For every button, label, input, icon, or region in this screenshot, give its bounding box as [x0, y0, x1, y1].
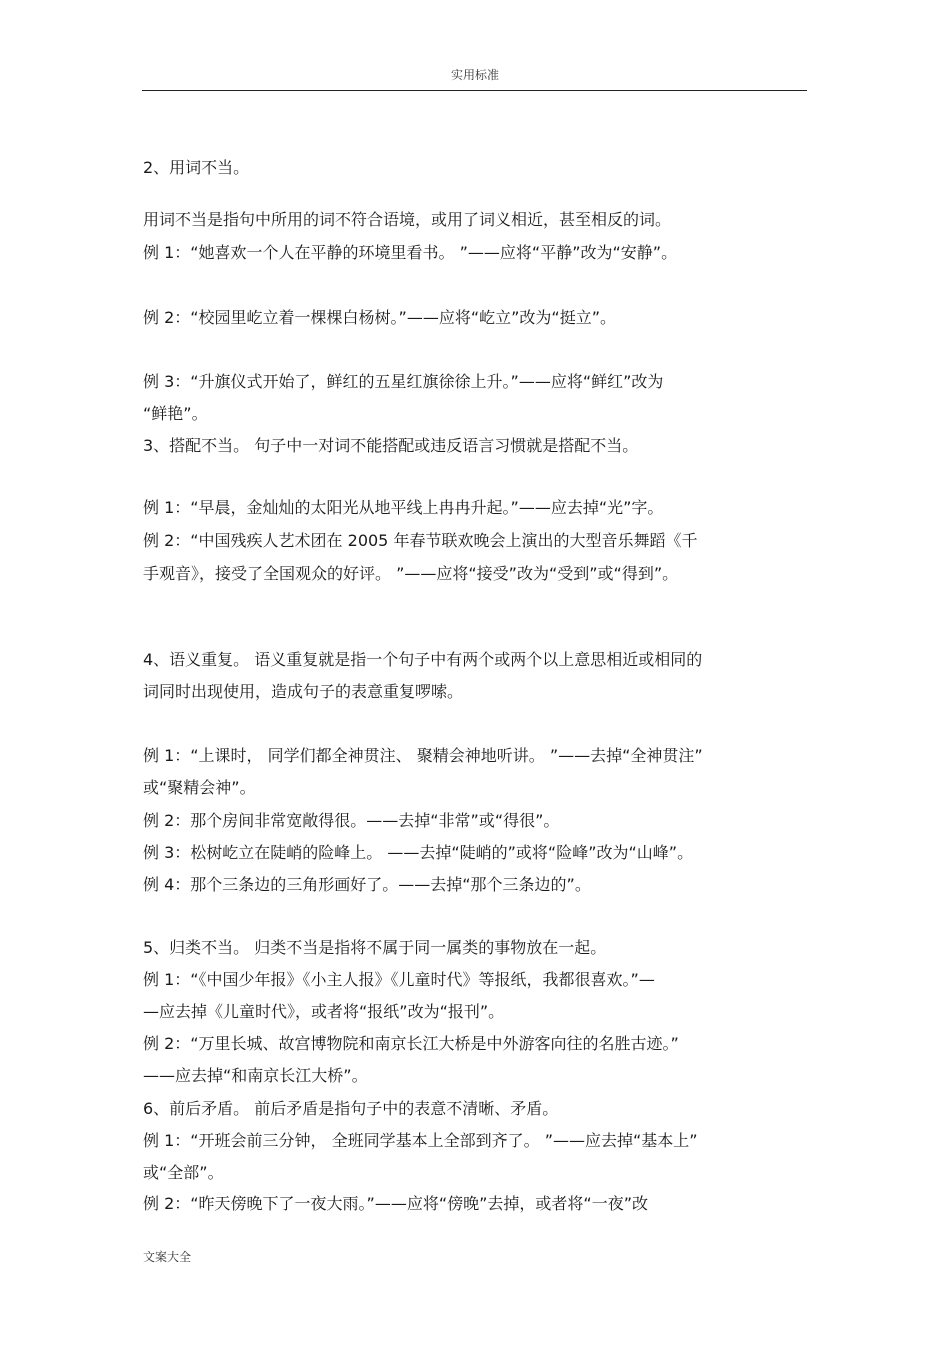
section-heading: 6、前后矛盾。 前后矛盾是指句子中的表意不清晰、矛盾。 — [143, 1099, 559, 1118]
example-line: 例 2：“昨天傍晚下了一夜大雨。”——应将“傍晚”去掉，或者将“一夜”改 — [143, 1194, 649, 1213]
section-heading: 4、语义重复。 语义重复就是指一个句子中有两个或两个以上意思相近或相同的 — [143, 650, 703, 669]
header-divider — [142, 90, 807, 91]
example-line: 例 1：“她喜欢一个人在平静的环境里看书。 ”——应将“平静”改为“安静”。 — [143, 243, 678, 262]
example-line: 或“全部”。 — [143, 1163, 224, 1182]
example-line: 例 2：“中国残疾人艺术团在 2005 年春节联欢晚会上演出的大型音乐舞蹈《千 — [143, 531, 698, 550]
example-line: 例 2：那个房间非常宽敞得很。——去掉“非常”或“得很”。 — [143, 811, 560, 830]
example-line: 手观音》，接受了全国观众的好评。 ”——应将“接受”改为“受到”或“得到”。 — [143, 564, 679, 583]
page-footer-text: 文案大全 — [143, 1250, 192, 1264]
paragraph-line: 词同时出现使用，造成句子的表意重复啰嗦。 — [143, 682, 464, 701]
paragraph-line: 用词不当是指句中所用的词不符合语境，或用了词义相近，甚至相反的词。 — [143, 210, 672, 229]
example-line: 例 1：“上课时， 同学们都全神贯注、 聚精会神地听讲。 ”——去掉“全神贯注” — [143, 746, 703, 765]
example-line: “鲜艳”。 — [143, 404, 208, 423]
example-line: 例 3：“升旗仪式开始了，鲜红的五星红旗徐徐上升。”——应将“鲜红”改为 — [143, 372, 664, 391]
example-line: 例 1：“《中国少年报》《小主人报》《儿童时代》等报纸，我都很喜欢。”— — [143, 970, 655, 989]
page-header-title: 实用标准 — [450, 68, 499, 82]
example-line: 例 4：那个三条边的三角形画好了。——去掉“那个三条边的”。 — [143, 875, 591, 894]
example-line: 例 1：“早晨，金灿灿的太阳光从地平线上冉冉升起。”——应去掉“光”字。 — [143, 498, 664, 517]
example-line: 例 3：松树屹立在陡峭的险峰上。 ——去掉“陡峭的”或将“险峰”改为“山峰”。 — [143, 843, 694, 862]
section-heading: 3、搭配不当。 句子中一对词不能搭配或违反语言习惯就是搭配不当。 — [143, 436, 639, 455]
example-line: 例 2：“校园里屹立着一棵棵白杨树。”——应将“屹立”改为“挺立”。 — [143, 308, 617, 327]
section-heading: 5、归类不当。 归类不当是指将不属于同一属类的事物放在一起。 — [143, 938, 607, 957]
example-line: ——应去掉“和南京长江大桥”。 — [143, 1066, 368, 1085]
section-heading: 2、用词不当。 — [143, 158, 250, 177]
example-line: 例 2：“万里长城、故宫博物院和南京长江大桥是中外游客向往的名胜古迹。” — [143, 1034, 679, 1053]
example-line: —应去掉《儿童时代》，或者将“报纸”改为“报刊”。 — [143, 1002, 505, 1021]
example-line: 例 1：“开班会前三分钟， 全班同学基本上全部到齐了。 ”——应去掉“基本上” — [143, 1131, 698, 1150]
example-line: 或“聚精会神”。 — [143, 778, 256, 797]
